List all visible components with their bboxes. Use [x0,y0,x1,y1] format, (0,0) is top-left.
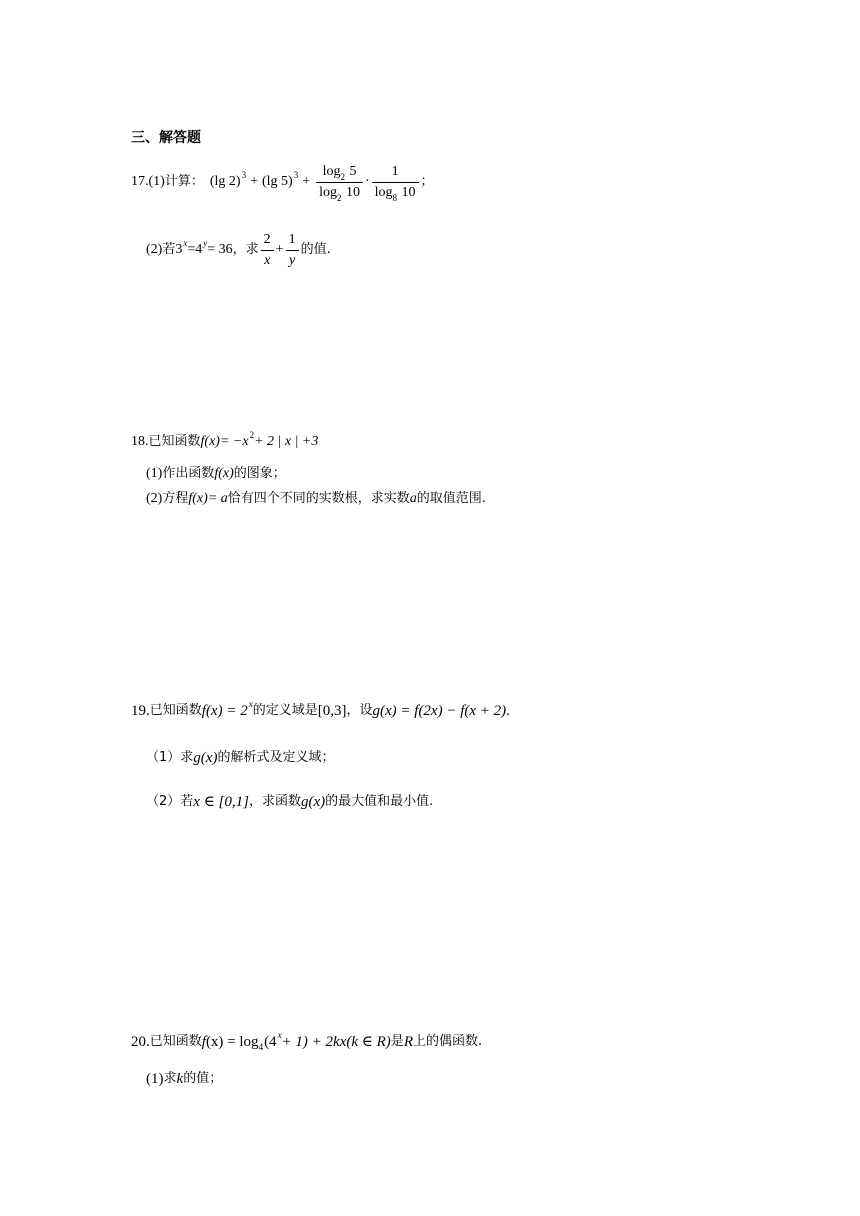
problem-19-part-2-label: （2） [146,794,181,809]
exp-y: y [203,238,208,248]
multiply-dot: · [364,174,370,189]
plus-sign: + [250,174,258,189]
problem-17-part-1-prefix: 计算： [164,174,204,189]
problem-17-part-2-end: 的值. [300,242,331,257]
function-def-exp-2: x [248,699,253,709]
function-f-4: f [201,703,206,719]
problem-19-text-a: 的定义域是 [252,703,318,718]
section-heading [131,128,201,148]
fraction-denominator: $\log_2 10$ [319,184,360,203]
problem-17-part-2-label: (2) [146,242,163,257]
term-lg5-power: 3 [293,170,299,180]
function-arg-3: (x) [192,491,208,506]
g-definition: g(x) = f(2x) − f(x + 2) [372,703,507,719]
x-in-interval: x ∈ [0,1] [193,794,249,810]
problem-19-text-b: ，设 [346,703,373,718]
problem-19-intro: 已知函数 [149,703,202,718]
problem-19-part-1-text-a: 求 [180,750,194,765]
problem-20-text-b: 上的偶函数. [412,1034,483,1049]
problem-19-part-2 [146,792,433,812]
term-lg5: (lg 5) [261,174,293,189]
problem-20-part-1-text-a: 求 [163,1071,177,1086]
function-arg: (x) [204,434,220,449]
function-def-exp: 2 [249,430,255,440]
term-lg2: (lg 2) [209,174,241,189]
variable-k: k [176,1071,184,1087]
problem-19-stem [131,701,510,721]
fraction-1-denominator: y [288,252,296,268]
problem-19-part-1 [146,748,334,768]
problem-18-intro: 已知函数 [148,434,201,449]
log-arg-exp: x [277,1030,282,1040]
problem-19-part-2-text-c: 的最大值和最小值. [325,794,434,809]
function-arg-2: (x) [218,466,234,481]
domain-interval: [0,3] [317,703,347,719]
set-R: R [403,1034,413,1050]
equation-eq-a: = a [207,491,228,506]
function-f: f [200,434,205,449]
problem-20-stem [131,1032,482,1052]
term-lg2-power: 3 [241,170,247,180]
fraction-2-denominator: x [264,252,271,268]
log-arg: (4 [264,1034,277,1050]
problem-18-part-2-label: (2) [146,491,163,506]
function-rest: + 1) + 2kx [281,1034,347,1050]
function-def-rest: + 2 | x | +3 [254,434,319,449]
fraction-denominator-2: $\log_8 10$ [374,184,416,203]
problem-18-part-1-label: (1) [146,466,163,481]
problem-18-number: 18. [131,434,149,449]
equals: = [187,242,196,257]
problem-20-part-1-label: (1) [146,1071,164,1087]
problem-18-part-1-text-a: 作出函数 [162,466,215,481]
base-4: 4 [195,242,203,257]
fraction-numerator-2: 1 [391,163,399,179]
plus-sign-3: + [275,242,284,257]
problem-18-part-1 [146,464,286,484]
problem-18-part-2-text-a: 方程 [162,491,189,506]
problem-17-part-1-label: (1) [148,174,165,189]
fraction-1-numerator: 1 [288,231,296,247]
function-f-2: f [214,466,219,481]
problem-17-number: 17. [131,174,149,189]
g-of-x: g(x) [193,750,218,766]
section-heading-text: 三、解答题 [131,130,201,146]
problem-19-part-1-text-b: 的解析式及定义域； [217,750,335,765]
problem-17-part-2 [146,228,331,272]
problem-17-part-1-end: ； [420,174,434,189]
function-def-2: (x) = 2 [205,703,248,719]
fraction-1-over-y [286,230,299,271]
fraction-log-ratio [316,162,363,203]
k-condition: (k ∈ R) [346,1034,391,1050]
problem-19-part-2-text-a: 若 [180,794,194,809]
problem-20-part-1-text-b: 的值； [183,1071,223,1086]
function-f-5: f [201,1034,206,1050]
problem-18-stem [131,432,318,452]
function-def: = −x [219,434,249,449]
problem-18-part-2-text-b: 恰有四个不同的实数根，求实数 [227,491,410,506]
problem-20-part-1 [146,1069,222,1089]
problem-20-text-a: 是 [390,1034,404,1049]
problem-17-part-1 [131,160,434,204]
problem-19-end: . [506,703,510,719]
plus-sign-2: + [302,174,311,189]
problem-17-part-2-prefix: 若 [162,242,176,257]
variable-a: a [409,491,417,506]
problem-18-part-2-text-c: 的取值范围. [416,491,486,506]
base-3: 3 [175,242,183,257]
fraction-numerator: $\log_2 5$ [322,163,357,182]
equals-36: = 36 [207,242,233,257]
problem-19-part-1-label: （1） [146,750,181,765]
log-base-4: 4 [258,1042,264,1052]
problem-17-part-2-mid: ，求 [232,242,259,257]
function-f-3: f [188,491,193,506]
g-of-x-2: g(x) [301,794,326,810]
problem-19-number: 19. [131,703,150,719]
problem-18-part-2 [146,489,486,509]
fraction-2-over-x [261,230,274,271]
fraction-reciprocal [372,162,419,203]
function-arg-log: (x) = log [205,1034,259,1050]
exp-x: x [183,238,188,248]
problem-18-part-1-text-b: 的图象； [233,466,286,481]
fraction-2-numerator: 2 [263,231,271,247]
problem-20-intro: 已知函数 [149,1034,202,1049]
problem-20-number: 20. [131,1034,150,1050]
problem-19-part-2-text-b: ，求函数 [248,794,301,809]
